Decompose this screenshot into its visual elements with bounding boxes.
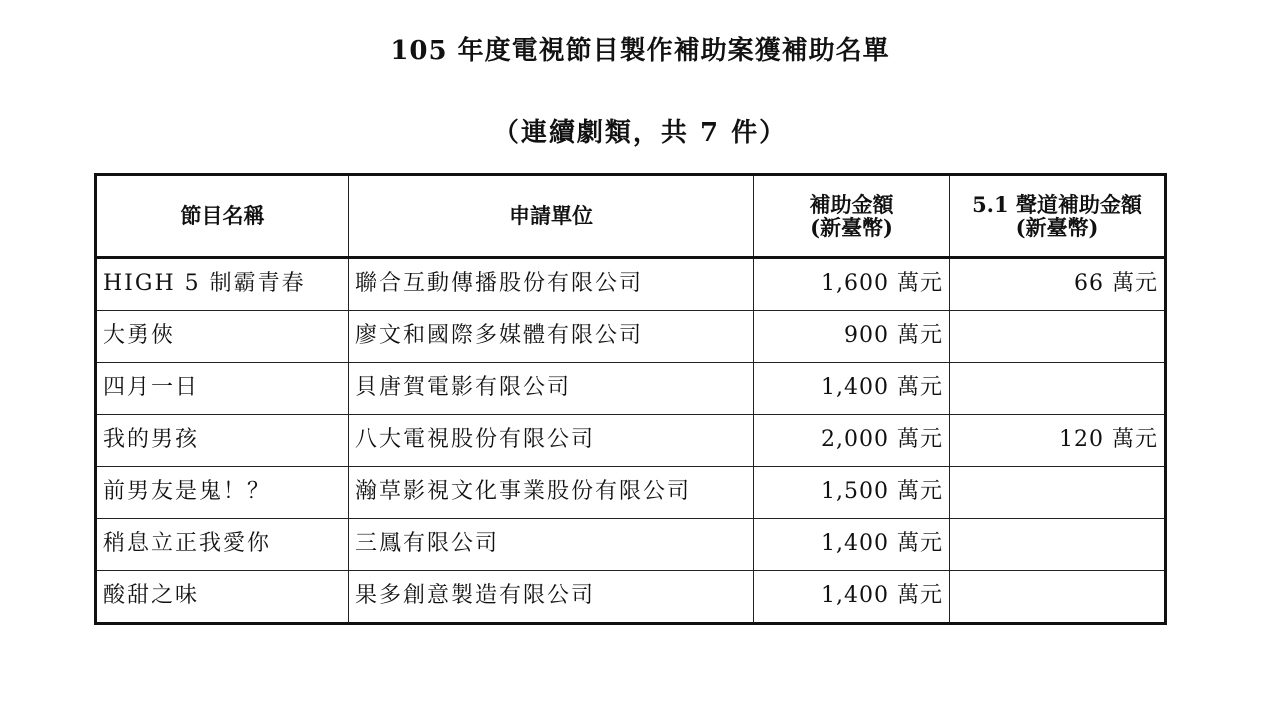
cell-amount: 2,000 萬元 xyxy=(754,415,950,467)
cell-program: 我的男孩 xyxy=(96,415,349,467)
cell-amount: 1,400 萬元 xyxy=(754,363,950,415)
table-row xyxy=(96,415,1166,467)
header-amount-line2: (新臺幣) xyxy=(810,215,893,240)
cell-amount-51: 66 萬元 xyxy=(950,258,1166,311)
table-header xyxy=(96,175,1166,258)
cell-amount-51 xyxy=(950,363,1166,415)
cell-amount-51: 120 萬元 xyxy=(950,415,1166,467)
cell-program: 前男友是鬼！？ xyxy=(96,467,349,519)
cell-program: 大勇俠 xyxy=(96,311,349,363)
grant-table xyxy=(94,173,1167,625)
cell-applicant: 廖文和國際多媒體有限公司 xyxy=(349,311,754,363)
cell-amount-51 xyxy=(950,467,1166,519)
cell-amount: 1,400 萬元 xyxy=(754,519,950,571)
header-row xyxy=(96,175,1166,258)
table-row xyxy=(96,519,1166,571)
table-row xyxy=(96,363,1166,415)
header-applicant: 申請單位 xyxy=(349,175,754,258)
cell-applicant: 瀚草影視文化事業股份有限公司 xyxy=(349,467,754,519)
cell-applicant: 果多創意製造有限公司 xyxy=(349,571,754,624)
table-body xyxy=(96,258,1166,624)
cell-amount: 1,500 萬元 xyxy=(754,467,950,519)
table-row xyxy=(96,571,1166,624)
cell-applicant: 三鳳有限公司 xyxy=(349,519,754,571)
cell-amount: 900 萬元 xyxy=(754,311,950,363)
table-row xyxy=(96,311,1166,363)
cell-applicant: 貝唐賀電影有限公司 xyxy=(349,363,754,415)
document-title: 105 年度電視節目製作補助案獲補助名單 xyxy=(390,36,890,66)
document-subtitle: （連續劇類，共 7 件） xyxy=(492,118,788,148)
table-row xyxy=(96,467,1166,519)
header-program: 節目名稱 xyxy=(96,175,349,258)
cell-program: 酸甜之味 xyxy=(96,571,349,624)
cell-program: 四月一日 xyxy=(96,363,349,415)
cell-amount: 1,600 萬元 xyxy=(754,258,950,311)
cell-amount-51 xyxy=(950,519,1166,571)
cell-amount-51 xyxy=(950,311,1166,363)
header-amount-51-line2: (新臺幣) xyxy=(1015,215,1099,240)
cell-applicant: 八大電視股份有限公司 xyxy=(349,415,754,467)
cell-applicant: 聯合互動傳播股份有限公司 xyxy=(349,258,754,311)
header-amount-51-line1: 5.1 聲道補助金額 xyxy=(972,191,1142,217)
table-row xyxy=(96,258,1166,311)
header-amount xyxy=(754,175,950,258)
cell-amount: 1,400 萬元 xyxy=(754,571,950,624)
header-amount-line1: 補助金額 xyxy=(809,191,894,217)
cell-program: 稍息立正我愛你 xyxy=(96,519,349,571)
cell-program: HIGH 5 制霸青春 xyxy=(96,258,349,311)
cell-amount-51 xyxy=(950,571,1166,624)
header-amount-51 xyxy=(950,175,1166,258)
